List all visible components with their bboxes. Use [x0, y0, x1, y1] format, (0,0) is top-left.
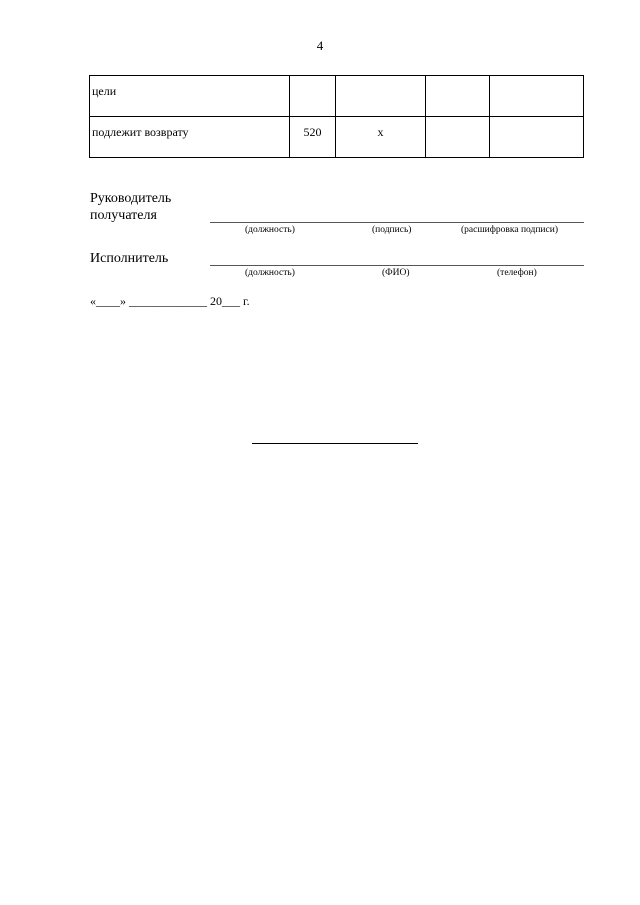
page-number: 4: [316, 38, 324, 53]
table-row: [90, 76, 584, 117]
table-cell: 520: [290, 117, 336, 158]
executor-signature-line: [210, 265, 584, 266]
executor-label: Исполнитель: [90, 251, 169, 266]
signature-decoding-caption: (расшифровка подписи): [461, 225, 558, 235]
table-cell: [490, 117, 584, 158]
table-cell: х: [336, 117, 426, 158]
report-table: [89, 75, 584, 158]
end-of-document-line: [252, 443, 418, 444]
full-name-caption: (ФИО): [382, 268, 410, 278]
position-caption: (должность): [245, 225, 295, 235]
position-caption: (должность): [245, 268, 295, 278]
phone-caption: (телефон): [497, 268, 537, 278]
table-row: [90, 117, 584, 158]
table-cell: подлежит возврату: [90, 117, 290, 158]
table-cell: [426, 117, 490, 158]
head-signature-line: [210, 222, 584, 223]
head-of-recipient-label: Руководитель получателя: [90, 191, 172, 223]
table-cell: [426, 76, 490, 117]
date-line: «____» _____________ 20___ г.: [90, 294, 250, 308]
table-cell: цели: [90, 76, 290, 117]
table-cell: [336, 76, 426, 117]
table-cell: [490, 76, 584, 117]
signature-caption: (подпись): [372, 225, 412, 235]
table-cell: [290, 76, 336, 117]
